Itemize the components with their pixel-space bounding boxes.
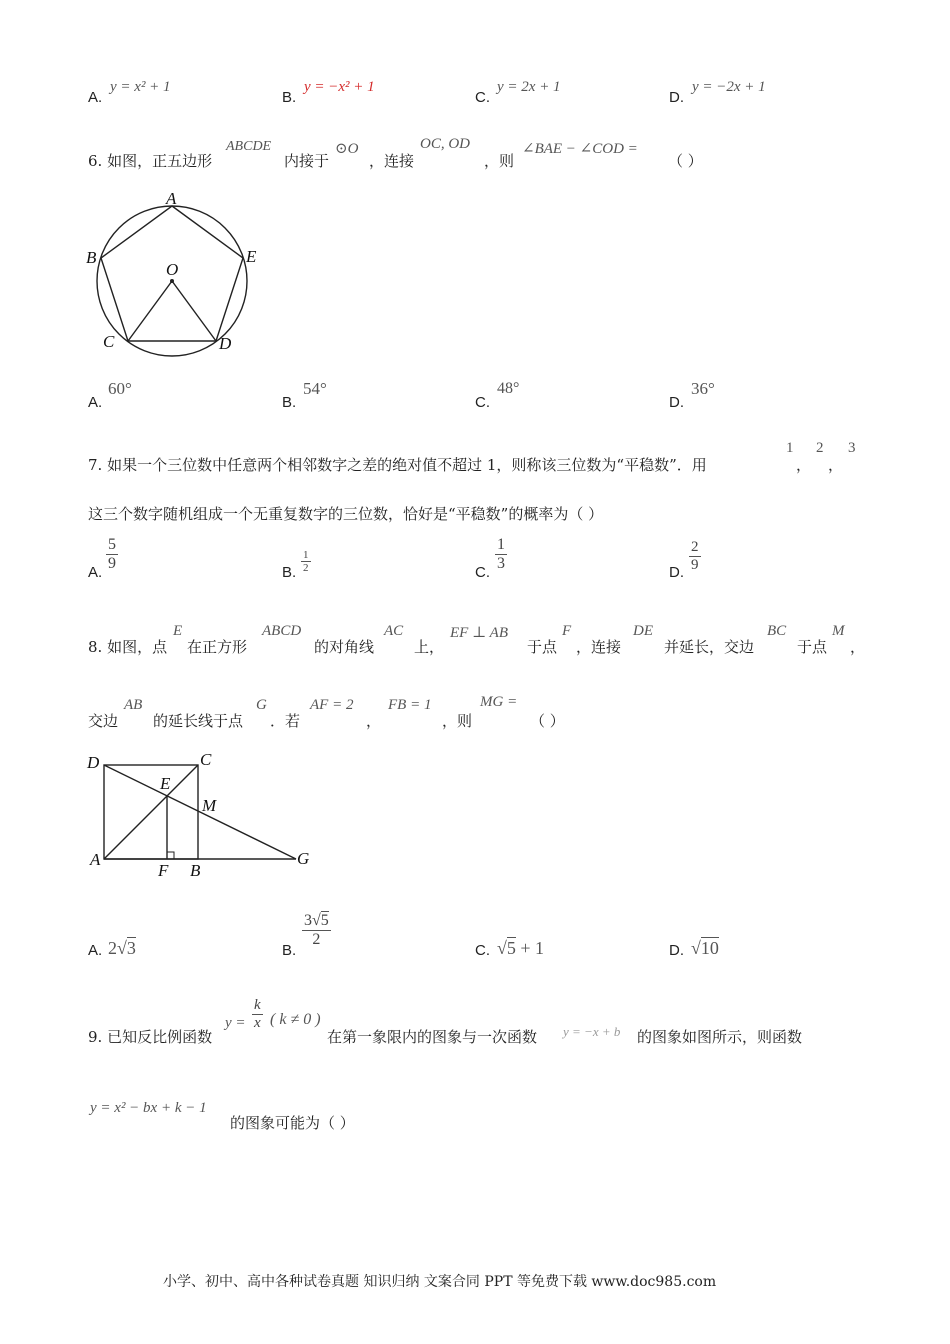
q8-label-m: M	[202, 796, 217, 815]
q7-option-a-label: A.	[88, 564, 103, 581]
q6-option-a-value: 60°	[108, 379, 132, 398]
q5-option-d-label: D.	[669, 89, 684, 106]
q9-math-2: y = x² − bx + k − 1	[90, 1100, 207, 1116]
q6-option-b-label: B.	[282, 394, 297, 411]
q9-fraction	[252, 997, 263, 1032]
q8-math-7: BC	[767, 623, 787, 639]
q8-label-c: C	[200, 750, 212, 769]
q8-label-d: D	[87, 753, 100, 772]
q7-option-c-fraction	[495, 536, 507, 573]
q7-line-2: 这三个数字随机组成一个无重复数字的三位数，恰好是“平稳数”的概率为（ ）	[88, 505, 604, 523]
q7-line-1: 7. 如果一个三位数中任意两个相邻数字之差的绝对值不超过 1，则称该三位数为“平稳数”．用	[88, 456, 707, 474]
q7-option-b-num: 1	[303, 549, 309, 561]
q6-text-2: 内接于	[284, 152, 330, 170]
q8-option-b-num	[302, 912, 331, 931]
q7-option-a-fraction	[106, 536, 118, 573]
q6-segment-oc	[128, 281, 172, 341]
q8-option-d-expr	[691, 938, 719, 959]
q8-text-8: 于点	[797, 638, 828, 656]
q8-option-b-label: B.	[282, 942, 297, 959]
q9-fraction-den: x	[254, 1015, 261, 1031]
q6-option-d-label: D.	[669, 394, 684, 411]
q8-option-a-radical-sign: √	[117, 938, 127, 958]
q5-option-a-label: A.	[88, 89, 103, 106]
q8-text-11: 的延长线于点	[153, 712, 244, 730]
q5-option-b-label: B.	[282, 89, 297, 106]
q7-option-b-den: 2	[303, 562, 309, 574]
q6-paren: （ ）	[668, 152, 703, 170]
q8-option-c-radicand: 5	[506, 938, 516, 958]
q7-option-d-den: 9	[691, 557, 699, 573]
q8-text-1: 8. 如图，点	[88, 638, 168, 656]
q8-option-d-radical-sign: √	[691, 938, 701, 958]
q8-paren: （ ）	[530, 712, 565, 730]
q6-text-1: 6. 如图，正五边形	[88, 152, 213, 170]
q8-math-3: AC	[384, 623, 404, 639]
q8-diagonal-ac	[104, 765, 198, 859]
q8-option-b-fraction	[302, 912, 331, 949]
q6-option-d-value: 36°	[691, 379, 715, 398]
q8-text-6: ，连接	[576, 638, 622, 656]
q8-option-b-coef: 3	[304, 912, 312, 929]
q7-option-a-num: 5	[108, 536, 116, 553]
q8-option-b-den: 2	[312, 931, 321, 948]
q8-option-a-label: A.	[88, 942, 103, 959]
q8-option-a-radicand: 3	[126, 938, 136, 958]
q7-option-c-label: C.	[475, 564, 490, 581]
q8-text-2: 在正方形	[187, 638, 248, 656]
q8-option-b-radicand: 5	[320, 912, 329, 929]
q8-text-7: 并延长，交边	[664, 638, 755, 656]
q8-right-angle-mark	[167, 852, 174, 859]
q5-option-c-expr: y = 2x + 1	[497, 79, 561, 95]
q7-digit-1: 1	[786, 440, 794, 456]
q6-label-c: C	[103, 332, 115, 351]
q6-label-d: D	[219, 334, 232, 353]
q8-text-14: ，则	[442, 712, 473, 730]
q8-label-e: E	[160, 774, 171, 793]
q8-option-b-radical-sign: √	[312, 912, 321, 929]
q7-sep-1: ，	[796, 456, 812, 474]
q6-math-3: OC, OD	[420, 136, 471, 152]
q6-label-a: A	[166, 189, 177, 208]
q7-option-c-num: 1	[497, 536, 505, 553]
q8-label-f: F	[158, 861, 169, 880]
q5-option-a-expr: y = x² + 1	[110, 79, 171, 95]
q7-option-d-num: 2	[691, 539, 699, 555]
q8-square-figure	[84, 745, 324, 885]
page-footer: 小学、初中、高中各种试卷真题 知识归纳 文案合同 PPT 等免费下载 www.doc985.com	[163, 1274, 717, 1290]
q9-text-3: 的图象如图所示，则函数	[637, 1028, 803, 1046]
q7-option-b-fraction	[301, 549, 311, 574]
q9-text-1: 9. 已知反比例函数	[88, 1028, 213, 1046]
q8-text-10: 交边	[88, 712, 119, 730]
q6-label-o: O	[166, 260, 179, 279]
q8-option-c-expr	[497, 938, 544, 959]
q9-text-2: 在第一象限内的图象与一次函数	[327, 1028, 538, 1046]
q6-math-4: ∠BAE − ∠COD =	[522, 141, 638, 157]
q8-label-b: B	[190, 861, 201, 880]
q9-text-4: 的图象可能为（ ）	[230, 1114, 355, 1132]
q9-lhs: y =	[225, 1015, 246, 1031]
q7-option-b-label: B.	[282, 564, 297, 581]
q8-option-c-radical-sign: √	[497, 938, 507, 958]
q7-option-a-den: 9	[108, 555, 116, 572]
q8-math-10: G	[256, 697, 267, 713]
q5-option-c-label: C.	[475, 89, 490, 106]
q7-option-c-den: 3	[497, 555, 505, 572]
q7-sep-2: ，	[828, 456, 844, 474]
q6-text-4: ，则	[484, 152, 515, 170]
q8-math-4: EF ⊥ AB	[450, 625, 508, 641]
q6-label-b: B	[86, 248, 97, 267]
q6-text-3: ，连接	[369, 152, 415, 170]
q9-fraction-num: k	[254, 997, 261, 1013]
q8-text-9: ，	[850, 638, 866, 656]
q5-option-b-expr: y = −x² + 1	[304, 79, 375, 95]
q8-math-12: FB = 1	[388, 697, 432, 713]
q8-math-6: DE	[633, 623, 653, 639]
q6-option-c-value: 48°	[497, 380, 520, 397]
q8-math-2: ABCD	[262, 623, 302, 639]
q6-label-e: E	[246, 247, 257, 266]
q8-math-13: MG =	[480, 694, 518, 710]
q6-math-2: ⊙O	[335, 141, 359, 157]
q8-math-1: E	[173, 623, 183, 639]
q6-option-a-label: A.	[88, 394, 103, 411]
q8-text-3: 的对角线	[314, 638, 375, 656]
q8-option-d-label: D.	[669, 942, 684, 959]
q6-center-point	[170, 279, 174, 283]
q8-option-c-label: C.	[475, 942, 490, 959]
q5-option-d-expr: y = −2x + 1	[692, 79, 766, 95]
q8-option-c-tail: + 1	[520, 938, 545, 958]
q8-text-13: ，	[366, 712, 382, 730]
q8-text-5: 于点	[527, 638, 558, 656]
q6-option-c-label: C.	[475, 394, 490, 411]
q8-option-d-radicand: 10	[700, 938, 719, 958]
q8-label-a: A	[90, 850, 101, 869]
q8-text-4: 上，	[414, 638, 445, 656]
q8-option-a-expr	[108, 938, 136, 959]
q8-line-dg	[104, 765, 296, 859]
q7-option-d-fraction	[689, 539, 701, 574]
q9-math-1: y = −x + b	[563, 1024, 621, 1039]
q8-option-a-coef: 2	[108, 938, 117, 958]
q7-digit-3: 3	[848, 440, 856, 456]
q6-option-b-value: 54°	[303, 379, 327, 398]
q6-segment-od	[172, 281, 216, 341]
q6-math-1: ABCDE	[226, 139, 272, 154]
q8-math-8: M	[832, 623, 845, 639]
q8-math-5: F	[562, 623, 572, 639]
q7-digit-2: 2	[816, 440, 824, 456]
q8-text-12: ．若	[270, 712, 301, 730]
q6-pentagon-figure	[80, 188, 270, 363]
q7-option-d-label: D.	[669, 564, 684, 581]
q8-math-11: AF = 2	[310, 697, 354, 713]
q8-label-g: G	[297, 849, 310, 868]
q8-math-9: AB	[124, 697, 143, 713]
q9-condition: ( k ≠ 0 )	[270, 1011, 321, 1028]
